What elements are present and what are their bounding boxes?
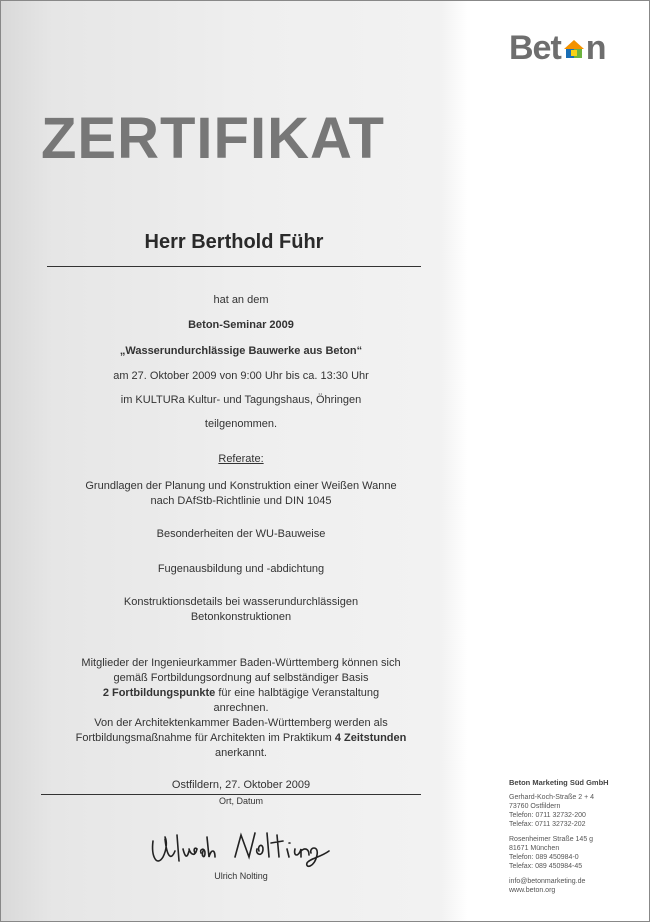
place-date: Ostfildern, 27. Oktober 2009	[171, 779, 311, 791]
logo-text-start: Bet	[509, 29, 561, 67]
notice-line: Von der Architektenkammer Baden-Württemberg werden als	[94, 717, 388, 729]
notice-line	[41, 686, 441, 701]
referate-heading: Referate:	[218, 453, 264, 465]
referat-line: Besonderheiten der WU-Bauweise	[156, 528, 326, 540]
notice-line: gemäß Fortbildungsordnung auf selbständiger Basis	[113, 672, 369, 684]
referat-line: nach DAfStb-Richtlinie und DIN 1045	[150, 495, 332, 507]
accreditation-notice	[41, 656, 441, 761]
address-line: Telefax: 0711 32732-202	[509, 821, 586, 828]
notice-hours-start: Fortbildungsmaßnahme für Architekten im Praktikum	[75, 732, 335, 744]
certificate-title: ZERTIFIKAT	[41, 106, 385, 171]
referat-line: Grundlagen der Planung und Konstruktion einer Weißen Wanne	[85, 480, 397, 492]
referat-item	[41, 562, 441, 577]
referat-line: Fugenausbildung und -abdichtung	[157, 563, 325, 575]
notice-line: Mitglieder der Ingenieurkammer Baden-Württemberg können sich	[81, 657, 401, 669]
website: www.beton.org	[509, 887, 556, 894]
name-underline	[47, 266, 421, 267]
notice-points-rest: für eine halbtägige Veranstaltung	[215, 687, 380, 699]
sidebar-address	[509, 778, 609, 895]
address-line: Gerhard-Koch-Straße 2 + 4	[509, 794, 595, 801]
signer-name: Ulrich Nolting	[214, 871, 268, 881]
notice-line: anrechnen.	[213, 702, 269, 714]
participated-text: teilgenommen.	[204, 418, 278, 430]
address-line: Telefax: 089 450984-45	[509, 863, 583, 870]
address-line: Telefon: 089 450984-0	[509, 854, 579, 861]
date-line: am 27. Oktober 2009 von 9:00 Uhr bis ca. 13:30 Uhr	[113, 370, 369, 382]
logo-text-end: n	[585, 29, 606, 67]
address-line: Rosenheimer Straße 145 g	[509, 836, 594, 843]
address-line: 81671 München	[509, 845, 560, 852]
notice-line: anerkannt.	[215, 747, 267, 759]
company-name: Beton Marketing Süd GmbH	[509, 778, 609, 787]
seminar-topic: „Wasserundurchlässige Bauwerke aus Beton“	[119, 345, 363, 357]
referat-line: Konstruktionsdetails bei wasserundurchlässigen	[123, 596, 359, 608]
place-date-label: Ort, Datum	[218, 796, 263, 806]
referat-item	[41, 595, 441, 625]
referat-item	[41, 479, 441, 509]
handwritten-signature	[149, 827, 349, 873]
referat-item	[41, 527, 441, 542]
email-address: info@betonmarketing.de	[509, 878, 586, 885]
notice-hours: 4 Zeitstunden	[334, 732, 407, 744]
address-line: Telefon: 0711 32732-200	[509, 812, 586, 819]
notice-points: 2 Fortbildungspunkte	[102, 687, 216, 699]
referat-line: Betonkonstruktionen	[190, 611, 292, 623]
house-icon	[562, 31, 586, 55]
recipient-name: Herr Berthold Führ	[144, 231, 324, 253]
intro-text: hat an dem	[213, 294, 269, 306]
address-line: 73760 Ostfildern	[509, 803, 561, 810]
venue-line: im KULTURa Kultur- und Tagungshaus, Öhringen	[120, 394, 362, 406]
beton-logo	[509, 29, 606, 68]
notice-line	[41, 731, 441, 746]
seminar-name: Beton-Seminar 2009	[188, 319, 294, 331]
